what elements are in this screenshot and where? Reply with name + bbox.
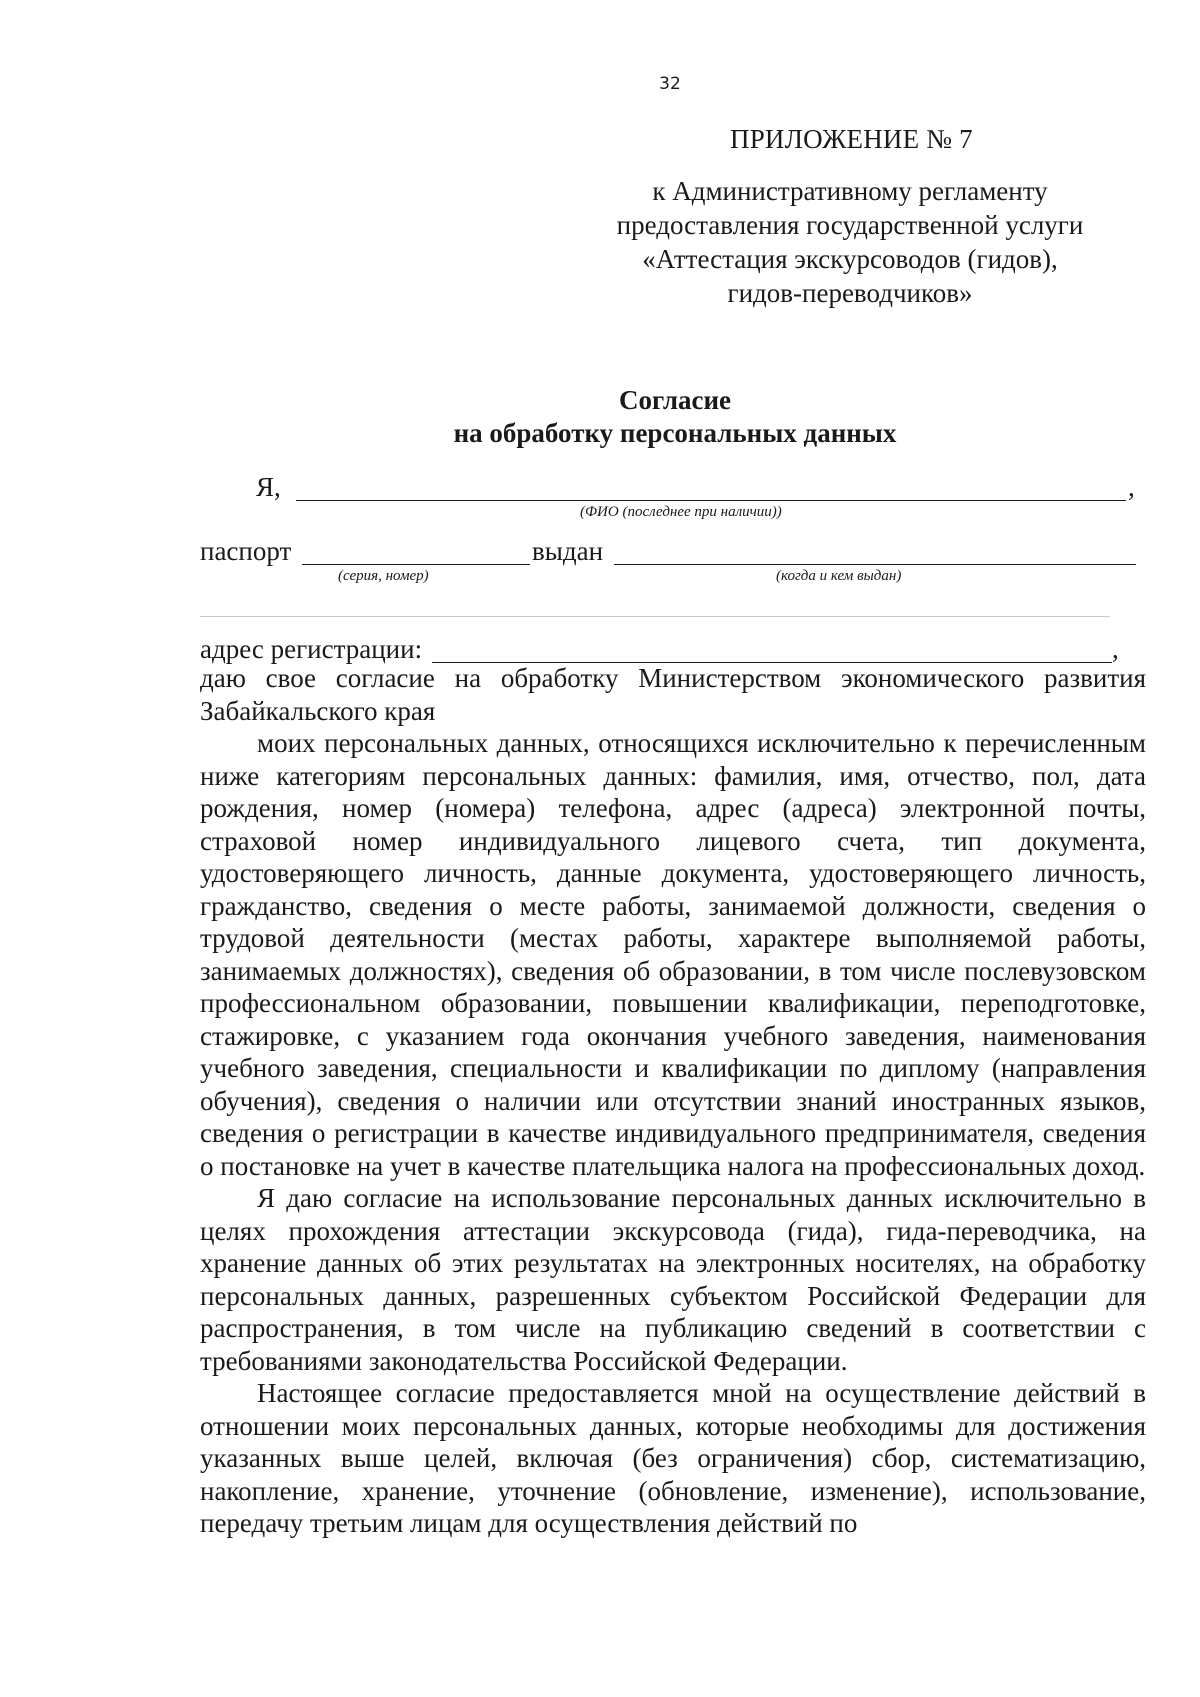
categories-paragraph: моих персональных данных, относящихся исключительно к перечисленным ниже категориям персональных данных: фамилия, имя, отчество, пол, дата рождения, номер (номера) телефона, адрес (адреса) электронной почты, страховой номер индивидуального лицевого счета, тип документа, удостоверяющего личность, данные документа, удостоверяющего личность, гражданство, сведения о месте работы, занимаемой должности, сведения о трудовой деятельности (местах работы, характере выполняемой работы, занимаемых должностях), сведения об образовании, в том числе послевузовском профессиональном образовании, повышении квалификации, переподготовке, стажировке, с указанием года окончания учебного заведения, наименования учебного заведения, специальности и квалификации по диплому (направления обучения), сведения о наличии или отсутствии знаний иностранных языков, сведения о регистрации в качестве индивидуального предпринимателя, сведения о постановке на учет в качестве плательщика налога на профессиональных доход. (200, 728, 1146, 1181)
appendix-subtitle (590, 174, 1110, 310)
appendix-title: ПРИЛОЖЕНИЕ № 7 (730, 124, 973, 154)
page-number: 32 (659, 74, 681, 94)
consent-body (200, 662, 1146, 1540)
issued-label: выдан (532, 536, 604, 566)
appendix-line: к Административному регламенту (652, 176, 1048, 206)
address-label: адрес регистрации: (200, 634, 423, 664)
fio-comma: , (1128, 472, 1135, 502)
passport-number-field[interactable] (302, 564, 530, 565)
document-title (200, 384, 1150, 450)
issued-by-field[interactable] (614, 564, 1136, 565)
appendix-line: гидов-переводчиков» (727, 278, 973, 308)
appendix-line: предоставления государственной услуги (616, 210, 1084, 240)
consent-intro-paragraph: даю свое согласие на обработку Министерством экономического развития Забайкальского края (200, 663, 1146, 726)
actions-paragraph: Настоящее согласие предоставляется мной на осуществление действий в отношении моих персональных данных, которые необходимы для достижения указанных выше целей, включая (без ограничения) сбор, систематизацию, накопление, хранение, уточнение (обновление, изменение), использование, передачу третьим лицам для осуществления действий по (200, 1378, 1146, 1538)
document-title-line1: Согласие (618, 385, 732, 415)
document-title-line2: на обработку персональных данных (453, 418, 897, 448)
fio-hint: (ФИО (последнее при наличии)) (580, 504, 782, 520)
passport-label: паспорт (200, 536, 292, 566)
fio-field[interactable] (296, 500, 1126, 501)
separator-line (200, 616, 1110, 617)
appendix-line: «Аттестация экскурсоводов (гидов), (642, 244, 1058, 274)
passport-hint: (серия, номер) (338, 568, 429, 584)
usage-paragraph: Я даю согласие на использование персональных данных исключительно в целях прохождения аттестации экскурсовода (гида), гида-переводчика, на хранение данных об этих результатах на электронных носителях, на обработку персональных данных, разрешенных субъектом Российской Федерации для распространения, в том числе на публикацию сведений в соответствии с требованиями законодательства Российской Федерации. (200, 1183, 1146, 1376)
issued-hint: (когда и кем выдан) (776, 568, 902, 584)
i-label: Я, (256, 472, 281, 502)
address-comma: , (1112, 634, 1119, 664)
